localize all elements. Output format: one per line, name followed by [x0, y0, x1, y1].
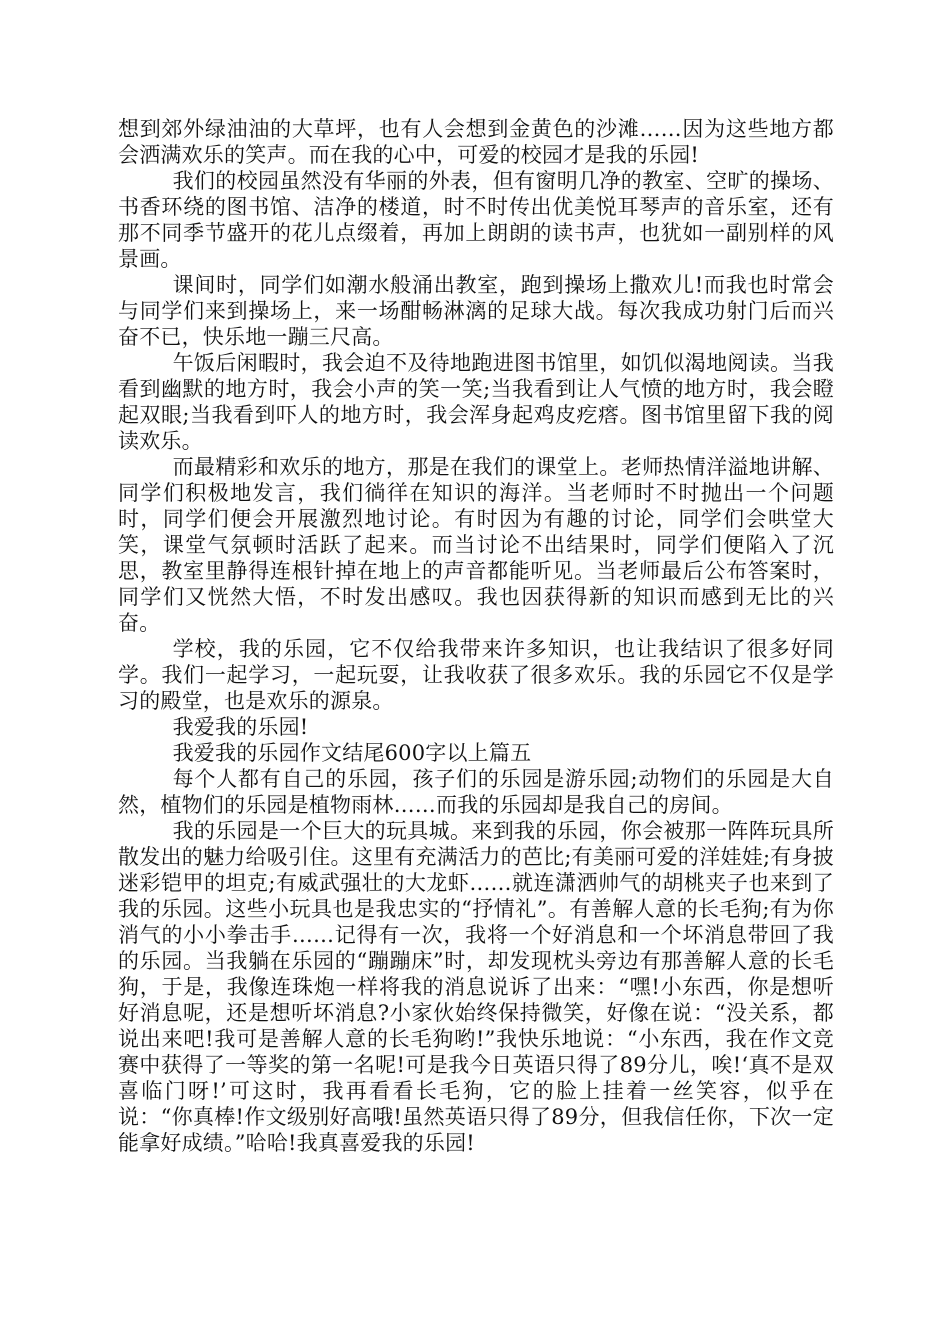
paragraph-everyone-paradise: 每个人都有自己的乐园，孩子们的乐园是游乐园;动物们的乐园是大自然，植物们的乐园是植物雨林……而我的乐园却是我自己的房间。	[118, 767, 834, 817]
paragraph-library: 午饭后闲暇时，我会迫不及待地跑进图书馆里，如饥似渴地阅读。当我看到幽默的地方时，我会小声的笑一笑;当我看到让人气愤的地方时，我会瞪起双眼;当我看到吓人的地方时，我会浑身起鸡皮疙瘩。图书馆里留下我的阅读欢乐。	[118, 351, 834, 453]
paragraph-love-paradise: 我爱我的乐园!	[172, 715, 309, 739]
paragraph-campus: 我们的校园虽然没有华丽的外表，但有窗明几净的教室、空旷的操场、书香环绕的图书馆、洁净的楼道，时不时传出优美悦耳琴声的音乐室，还有那不同季节盛开的花儿点缀着，再加上朗朗的读书声，也犹如一副别样的风景画。	[118, 169, 834, 271]
paragraph-classroom: 而最精彩和欢乐的地方，那是在我们的课堂上。老师热情洋溢地讲解、同学们积极地发言，我们徜徉在知识的海洋。当老师时不时抛出一个问题时，同学们便会开展激烈地讨论。有时因为有趣的讨论，同学们会哄堂大笑，课堂气氛顿时活跃了起来。而当讨论不出结果时，同学们便陷入了沉思，教室里静得连根针掉在地上的声音都能听见。当老师最后公布答案时，同学们又恍然大悟，不时发出感叹。我也因获得新的知识而感到无比的兴奋。	[118, 455, 834, 635]
document-page	[118, 116, 834, 1156]
paragraph-school-summary: 学校，我的乐园，它不仅给我带来许多知识，也让我结识了很多好同学。我们一起学习，一起玩耍，让我收获了很多欢乐。我的乐园它不仅是学习的殿堂，也是欢乐的源泉。	[118, 637, 834, 713]
paragraph-toy-city: 我的乐园是一个巨大的玩具城。来到我的乐园，你会被那一阵阵玩具所散发出的魅力给吸引住。这里有充满活力的芭比;有美丽可爱的洋娃娃;有身披迷彩铠甲的坦克;有威武强壮的大龙虾……就连潇洒帅气的胡桃夹子也来到了我的乐园。这些小玩具也是我忠实的“抒情礼”。有善解人意的长毛狗;有为你消气的小小拳击手……记得有一次，我将一个好消息和一个坏消息带回了我的乐园。当我躺在乐园的“蹦蹦床”时，却发现枕头旁边有那善解人意的长毛狗，于是，我像连珠炮一样将我的消息说诉了出来：“嘿!小东西，你是想听好消息呢，还是想听坏消息?小家伙始终保持微笑，好像在说：“没关系，都说出来吧!我可是善解人意的长毛狗哟!”我快乐地说：“小东西，我在作文竞赛中获得了一等奖的第一名呢!可是我今日英语只得了89分儿，唉!‘真不是双喜临门呀!’可这时，我再看看长毛狗，它的脸上挂着一丝笑容，似乎在说：“你真棒!作文级别好高哦!虽然英语只得了89分，但我信任你，下次一定能拿好成绩。”哈哈!我真喜爱我的乐园!	[118, 819, 834, 1155]
section-heading: 我爱我的乐园作文结尾600字以上篇五	[172, 741, 532, 765]
paragraph-intro-continued: 想到郊外绿油油的大草坪，也有人会想到金黄色的沙滩……因为这些地方都会洒满欢乐的笑声。而在我的心中，可爱的校园才是我的乐园!	[118, 117, 834, 167]
paragraph-recess: 课间时，同学们如潮水般涌出教室，跑到操场上撒欢儿!而我也时常会与同学们来到操场上，来一场酣畅淋漓的足球大战。每次我成功射门后而兴奋不已，快乐地一蹦三尺高。	[118, 273, 834, 349]
